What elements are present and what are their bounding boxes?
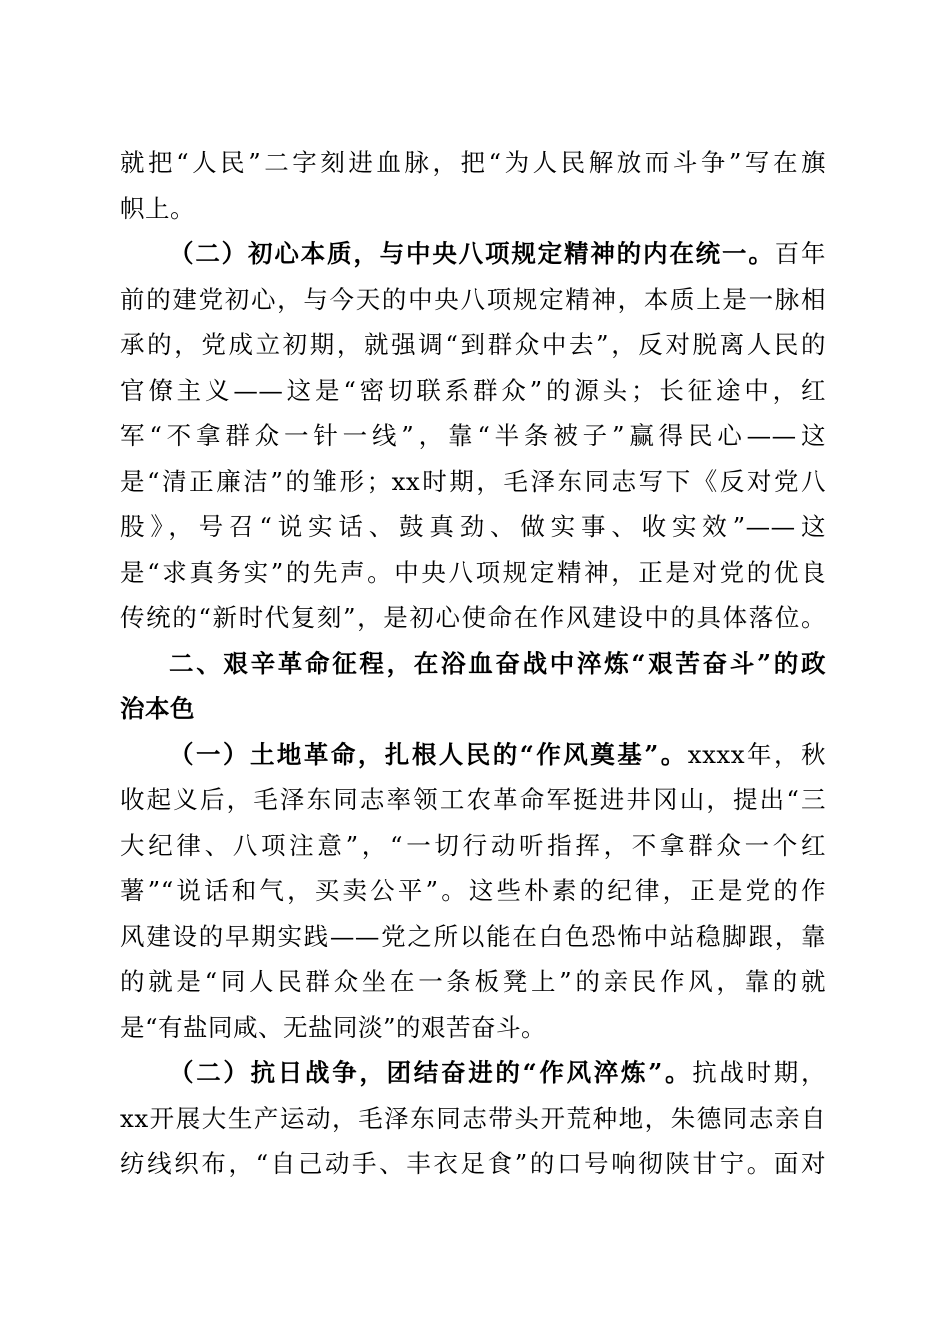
subheading-line-2 xyxy=(120,1050,826,1096)
text-line-16 xyxy=(120,823,826,869)
text-line-20 xyxy=(120,1005,826,1051)
text-run: 承的，党成立初期，就强调“到群众中去”，反对脱离人民的 xyxy=(120,330,826,359)
text-run: 股》，号召“说实话、鼓真劲、做实事、收实效”——这 xyxy=(120,512,826,541)
text-line-1 xyxy=(120,140,826,186)
text-run: 是“求真务实”的先声。中央八项规定精神，正是对党的优良 xyxy=(120,557,826,587)
document-page xyxy=(120,140,826,1187)
text-run: 军“不拿群众一针一线”，靠“半条被子”赢得民心——这 xyxy=(120,421,826,450)
text-line-7 xyxy=(120,413,826,459)
text-line-10 xyxy=(120,550,826,596)
text-line-18 xyxy=(120,914,826,960)
text-line-6 xyxy=(120,368,826,414)
text-run: 的就是“同人民群众坐在一条板凳上”的亲民作风，靠的就 xyxy=(120,967,826,996)
text-line-4 xyxy=(120,277,826,323)
text-run: 传统的“新时代复刻”，是初心使命在作风建设中的具体落位。 xyxy=(120,603,826,632)
text-line-23 xyxy=(120,1141,826,1187)
text-run: 大纪律、八项注意”，“一切行动听指挥，不拿群众一个红 xyxy=(120,830,826,860)
text-run: xx开展大生产运动，毛泽东同志带头开荒种地，朱德同志亲自 xyxy=(120,1103,826,1133)
subheading-line-1 xyxy=(120,732,826,778)
subheading-text: （一）土地革命，扎根人民的“作风奠基”。 xyxy=(169,739,688,769)
section-heading-2 xyxy=(120,641,826,687)
section-heading-2-cont xyxy=(120,686,826,732)
text-run: 前的建党初心，与今天的中央八项规定精神，本质上是一脉相 xyxy=(120,284,826,314)
text-run: 帜上。 xyxy=(120,193,195,223)
text-run: 百年 xyxy=(774,239,827,268)
text-run: 纺线织布，“自己动手、丰衣足食”的口号响彻陕甘宁。面对 xyxy=(120,1149,826,1178)
text-line-2 xyxy=(120,186,826,232)
text-line-19 xyxy=(120,959,826,1005)
text-run: xxxx年，秋 xyxy=(687,739,826,769)
text-run: 风建设的早期实践——党之所以能在白色恐怖中站稳脚跟，靠 xyxy=(120,921,826,951)
text-run: 收起义后，毛泽东同志率领工农革命军挺进井冈山，提出“三 xyxy=(120,785,826,814)
text-run: 官僚主义——这是“密切联系群众”的源头；长征途中，红 xyxy=(120,375,826,405)
text-line-17 xyxy=(120,868,826,914)
subheading-text: （二）初心本质，与中央八项规定精神的内在统一。 xyxy=(169,239,775,268)
text-line-8 xyxy=(120,459,826,505)
text-run: 是“有盐同咸、无盐同淡”的艰苦奋斗。 xyxy=(120,1012,547,1042)
text-line-22 xyxy=(120,1096,826,1142)
text-run: 抗战时期， xyxy=(692,1058,827,1087)
heading-text: 二、艰辛革命征程，在浴血奋战中淬炼“艰苦奋斗”的政 xyxy=(169,648,826,678)
text-run: 就把“人民”二字刻进血脉，把“为人民解放而斗争”写在旗 xyxy=(120,148,826,177)
text-line-11 xyxy=(120,595,826,641)
text-line-5 xyxy=(120,322,826,368)
text-line-15 xyxy=(120,777,826,823)
subheading-text: （二）抗日战争，团结奋进的“作风淬炼”。 xyxy=(169,1058,693,1087)
text-line-9 xyxy=(120,504,826,550)
subheading-line-2-2 xyxy=(120,231,826,277)
text-run: 是“清正廉洁”的雏形；xx时期，毛泽东同志写下《反对党八 xyxy=(120,466,826,496)
heading-text: 治本色 xyxy=(120,694,195,723)
text-run: 薯”“说话和气，买卖公平”。这些朴素的纪律，正是党的作 xyxy=(120,876,826,905)
